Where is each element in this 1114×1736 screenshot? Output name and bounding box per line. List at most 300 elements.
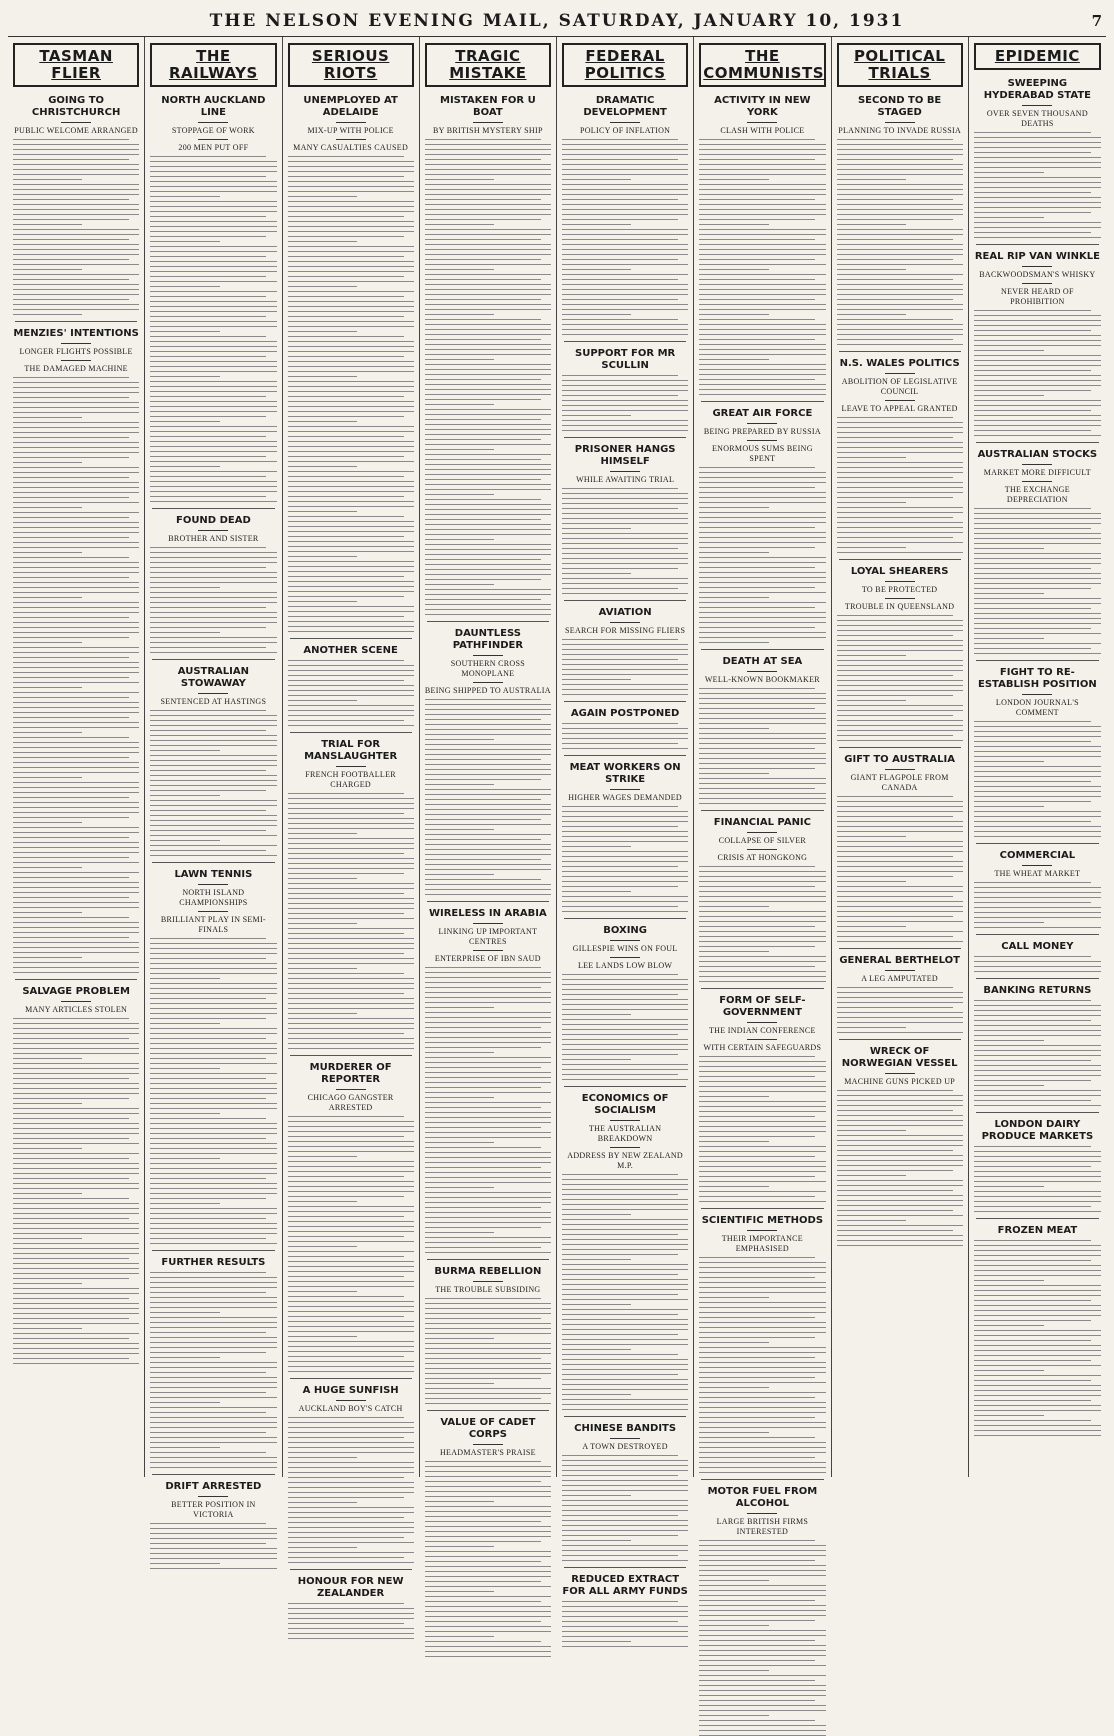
head-rule xyxy=(610,940,640,941)
text-line xyxy=(699,708,815,709)
text-line xyxy=(699,1575,825,1576)
text-line xyxy=(425,1378,541,1379)
text-line xyxy=(13,492,139,493)
text-line xyxy=(837,856,953,857)
article-body xyxy=(150,1523,276,1569)
text-line xyxy=(699,229,825,230)
text-line xyxy=(288,1447,414,1448)
text-line xyxy=(837,1175,906,1176)
text-line xyxy=(974,1005,1101,1006)
text-line xyxy=(837,1095,963,1096)
text-line xyxy=(974,142,1101,143)
text-line xyxy=(288,356,404,357)
text-line xyxy=(837,239,953,240)
text-line xyxy=(974,1295,1101,1296)
text-line xyxy=(699,1362,825,1363)
text-line xyxy=(974,907,1101,908)
text-line xyxy=(562,239,678,240)
text-line xyxy=(837,997,963,998)
text-line xyxy=(837,1105,963,1106)
text-line xyxy=(150,552,276,553)
text-line xyxy=(288,1512,414,1513)
text-line xyxy=(699,1615,825,1616)
text-line xyxy=(288,471,414,472)
text-line xyxy=(288,1211,414,1212)
text-line xyxy=(425,1403,551,1404)
text-line xyxy=(13,1108,139,1109)
text-line xyxy=(837,492,963,493)
text-line xyxy=(837,896,953,897)
text-line xyxy=(699,547,815,548)
text-line xyxy=(13,244,139,245)
text-line xyxy=(150,451,276,452)
text-line xyxy=(699,527,815,528)
head-rule xyxy=(61,343,91,344)
article-body xyxy=(699,1257,825,1473)
article-headline: FURTHER RESULTS xyxy=(161,1257,266,1268)
text-line xyxy=(425,804,551,805)
text-line xyxy=(150,1287,276,1288)
text-line xyxy=(288,953,404,954)
text-line xyxy=(425,1591,494,1592)
text-line xyxy=(425,1383,494,1384)
text-line xyxy=(974,751,1101,752)
text-line xyxy=(13,1363,139,1364)
text-line xyxy=(837,1185,963,1186)
text-line xyxy=(150,572,276,573)
text-line xyxy=(562,314,631,315)
text-line xyxy=(425,1087,541,1088)
text-line xyxy=(150,1103,276,1104)
text-line xyxy=(425,1027,541,1028)
text-line xyxy=(562,1309,688,1310)
text-line xyxy=(13,179,82,180)
text-line xyxy=(150,587,219,588)
text-line xyxy=(699,1332,825,1333)
text-line xyxy=(150,953,276,954)
text-line xyxy=(13,542,139,543)
text-line xyxy=(288,1171,414,1172)
text-line xyxy=(425,299,541,300)
text-line xyxy=(562,1555,678,1556)
article-separator xyxy=(976,934,1099,935)
text-line xyxy=(837,1155,963,1156)
text-line xyxy=(425,1222,551,1223)
text-line xyxy=(150,1098,266,1099)
text-line xyxy=(425,449,494,450)
text-line xyxy=(699,1191,825,1192)
text-line xyxy=(562,1394,631,1395)
text-line xyxy=(288,166,414,167)
article-subhead: HIGHER WAGES DEMANDED xyxy=(568,793,682,802)
text-line xyxy=(150,1208,276,1209)
text-line xyxy=(13,432,139,433)
text-line xyxy=(562,1535,678,1536)
article xyxy=(288,1385,414,1563)
text-line xyxy=(974,1085,1044,1086)
text-line xyxy=(13,497,129,498)
article-body xyxy=(837,615,963,741)
text-line xyxy=(150,1402,219,1403)
text-line xyxy=(13,872,139,873)
article-separator xyxy=(564,341,686,342)
text-line xyxy=(837,851,963,852)
text-line xyxy=(150,978,219,979)
text-line xyxy=(288,1331,414,1332)
text-line xyxy=(13,279,129,280)
text-line xyxy=(699,748,815,749)
text-line xyxy=(425,459,541,460)
text-line xyxy=(699,1610,825,1611)
text-line xyxy=(562,558,688,559)
text-line xyxy=(13,264,139,265)
text-line xyxy=(699,881,825,882)
head-rule xyxy=(885,598,915,599)
text-line xyxy=(425,972,551,973)
text-line xyxy=(13,1303,139,1304)
text-line xyxy=(699,329,825,330)
text-line xyxy=(13,149,139,150)
article-body xyxy=(288,660,414,726)
text-line xyxy=(562,1646,688,1647)
text-line xyxy=(562,405,688,406)
text-line xyxy=(699,284,825,285)
text-line xyxy=(150,855,276,856)
text-line xyxy=(699,1540,815,1541)
text-line xyxy=(150,1113,219,1114)
text-line xyxy=(974,1090,1101,1091)
text-line xyxy=(425,514,551,515)
text-line xyxy=(13,637,129,638)
text-line xyxy=(562,488,678,489)
text-line xyxy=(288,1628,414,1629)
article-subhead: NEVER HEARD OF PROHIBITION xyxy=(1001,287,1074,306)
text-line xyxy=(150,371,276,372)
text-line xyxy=(425,1142,494,1143)
text-line xyxy=(150,501,276,502)
text-line xyxy=(13,1198,129,1199)
article-subhead: WITH CERTAIN SAFEGUARDS xyxy=(703,1043,822,1052)
article-separator xyxy=(427,1259,549,1260)
text-line xyxy=(562,1631,688,1632)
text-line xyxy=(562,1329,688,1330)
text-line xyxy=(699,477,825,478)
text-line xyxy=(562,1399,688,1400)
text-line xyxy=(699,184,825,185)
text-line xyxy=(13,169,139,170)
text-line xyxy=(974,1335,1101,1336)
text-line xyxy=(974,821,1091,822)
text-line xyxy=(699,1317,815,1318)
article-separator xyxy=(976,978,1099,979)
head-rule xyxy=(885,373,915,374)
head-rule xyxy=(61,360,91,361)
text-line xyxy=(425,1247,541,1248)
text-line xyxy=(288,496,404,497)
text-line xyxy=(699,517,825,518)
text-line xyxy=(425,419,541,420)
text-line xyxy=(288,296,404,297)
news-column xyxy=(694,37,831,1536)
text-line xyxy=(425,1596,551,1597)
text-line xyxy=(13,537,129,538)
text-line xyxy=(288,371,414,372)
text-line xyxy=(974,653,1101,654)
text-line xyxy=(837,487,963,488)
text-line xyxy=(562,583,688,584)
text-line xyxy=(562,149,688,150)
text-line xyxy=(974,1211,1101,1212)
text-line xyxy=(699,194,825,195)
text-line xyxy=(837,1007,953,1008)
text-line xyxy=(562,1621,678,1622)
article-subhead: BY BRITISH MYSTERY SHIP xyxy=(433,126,543,135)
text-line xyxy=(699,1056,815,1057)
text-line xyxy=(974,355,1101,356)
text-line xyxy=(288,1623,404,1624)
text-line xyxy=(425,1521,541,1522)
text-line xyxy=(425,159,541,160)
text-line xyxy=(13,762,139,763)
text-line xyxy=(13,1133,139,1134)
text-line xyxy=(288,291,414,292)
text-line xyxy=(974,1245,1101,1246)
text-line xyxy=(699,1545,825,1546)
text-line xyxy=(288,710,414,711)
text-line xyxy=(562,1244,688,1245)
text-line xyxy=(837,866,963,867)
text-line xyxy=(13,842,139,843)
text-line xyxy=(699,1565,825,1566)
text-line xyxy=(288,271,414,272)
text-line xyxy=(562,1364,688,1365)
text-line xyxy=(150,226,276,227)
text-line xyxy=(150,745,276,746)
text-line xyxy=(699,239,815,240)
text-line xyxy=(13,174,139,175)
article-separator xyxy=(976,442,1099,443)
text-line xyxy=(13,184,139,185)
article-subhead: POLICY OF INFLATION xyxy=(579,126,671,135)
text-line xyxy=(425,269,494,270)
text-line xyxy=(837,547,906,548)
text-line xyxy=(699,632,825,633)
text-line xyxy=(699,1600,815,1601)
article xyxy=(288,1576,414,1639)
text-line xyxy=(974,588,1091,589)
article-subhead: SOUTHERN CROSS MONOPLANE xyxy=(450,659,525,678)
article-headline: AVIATION xyxy=(598,607,652,618)
text-line xyxy=(837,194,963,195)
text-line xyxy=(425,1212,551,1213)
text-line xyxy=(425,1152,551,1153)
text-line xyxy=(288,546,414,547)
text-line xyxy=(974,435,1101,436)
text-line xyxy=(13,457,129,458)
text-line xyxy=(288,341,414,342)
text-line xyxy=(699,1427,825,1428)
text-line xyxy=(150,850,266,851)
text-line xyxy=(425,1232,494,1233)
columns xyxy=(8,37,1106,1599)
text-line xyxy=(974,741,1091,742)
text-line xyxy=(699,1402,825,1403)
text-line xyxy=(699,214,825,215)
text-line xyxy=(288,1326,414,1327)
text-line xyxy=(699,502,825,503)
text-line xyxy=(288,1437,404,1438)
text-line xyxy=(425,209,551,210)
text-line xyxy=(425,144,551,145)
text-line xyxy=(699,1201,825,1202)
text-line xyxy=(425,1117,551,1118)
text-line xyxy=(699,788,815,789)
text-line xyxy=(837,294,963,295)
text-line xyxy=(562,1314,678,1315)
text-line xyxy=(288,1191,414,1192)
article-subhead: COLLAPSE OF SILVER xyxy=(718,836,807,845)
text-line xyxy=(425,799,541,800)
text-line xyxy=(974,400,1101,401)
article-body xyxy=(425,1298,551,1404)
article-separator xyxy=(839,948,961,949)
text-line xyxy=(837,1200,963,1201)
article xyxy=(974,1119,1101,1212)
text-line xyxy=(150,1028,276,1029)
text-line xyxy=(150,301,276,302)
article-subhead: THE AUSTRALIAN BREAKDOWN xyxy=(588,1124,662,1143)
text-line xyxy=(562,194,688,195)
text-line xyxy=(13,912,82,913)
text-line xyxy=(562,299,678,300)
text-line xyxy=(699,289,825,290)
article-headline: FIGHT TO RE-ESTABLISH POSITION xyxy=(978,667,1097,690)
text-line xyxy=(425,844,551,845)
text-line xyxy=(425,1062,551,1063)
text-line xyxy=(288,1613,414,1614)
text-line xyxy=(562,649,688,650)
text-line xyxy=(13,1353,139,1354)
text-line xyxy=(425,534,551,535)
text-line xyxy=(974,182,1101,183)
text-line xyxy=(699,1447,825,1448)
text-line xyxy=(150,765,276,766)
text-line xyxy=(288,1371,414,1372)
text-line xyxy=(562,593,688,594)
text-line xyxy=(974,811,1101,812)
text-line xyxy=(562,400,688,401)
text-line xyxy=(425,1007,494,1008)
text-line xyxy=(699,1166,825,1167)
text-line xyxy=(837,926,906,927)
text-line xyxy=(699,1685,825,1686)
text-line xyxy=(562,856,688,857)
article-body xyxy=(699,467,825,643)
text-line xyxy=(837,422,963,423)
article xyxy=(699,995,825,1202)
text-line xyxy=(562,169,688,170)
article-body xyxy=(562,974,688,1080)
text-line xyxy=(425,1646,551,1647)
text-line xyxy=(425,704,551,705)
text-line xyxy=(974,956,1091,957)
text-line xyxy=(562,1470,688,1471)
text-line xyxy=(288,988,414,989)
text-line xyxy=(13,932,139,933)
text-line xyxy=(13,219,129,220)
text-line xyxy=(699,219,815,220)
text-line xyxy=(13,812,139,813)
text-line xyxy=(150,775,276,776)
text-line xyxy=(974,826,1101,827)
text-line xyxy=(288,196,357,197)
text-line xyxy=(837,1230,953,1231)
text-line xyxy=(699,1061,825,1062)
text-line xyxy=(13,672,139,673)
text-line xyxy=(150,557,276,558)
text-line xyxy=(425,769,551,770)
text-line xyxy=(974,157,1101,158)
text-line xyxy=(150,1427,276,1428)
article xyxy=(837,754,963,942)
text-line xyxy=(837,209,963,210)
article-subhead: BETTER POSITION IN VICTORIA xyxy=(171,1500,256,1519)
article-body xyxy=(699,866,825,982)
text-line xyxy=(837,836,906,837)
text-line xyxy=(288,331,357,332)
text-line xyxy=(699,199,815,200)
text-line xyxy=(974,816,1101,817)
text-line xyxy=(288,1013,357,1014)
text-line xyxy=(150,1233,276,1234)
text-line xyxy=(288,848,414,849)
text-line xyxy=(150,637,276,638)
text-line xyxy=(150,446,276,447)
text-line xyxy=(699,1452,825,1453)
text-line xyxy=(425,1501,494,1502)
head-rule xyxy=(198,693,228,694)
text-line xyxy=(425,997,551,998)
text-line xyxy=(425,1491,551,1492)
text-line xyxy=(425,1082,551,1083)
text-line xyxy=(150,1083,276,1084)
text-line xyxy=(699,871,825,872)
text-line xyxy=(974,1156,1101,1157)
text-line xyxy=(562,1465,688,1466)
text-line xyxy=(288,665,414,666)
text-line xyxy=(13,897,129,898)
article xyxy=(288,1062,414,1372)
text-line xyxy=(150,592,276,593)
text-line xyxy=(13,822,82,823)
text-line xyxy=(837,149,963,150)
text-line xyxy=(699,602,825,603)
article-separator xyxy=(152,1474,274,1475)
text-line xyxy=(288,261,414,262)
text-line xyxy=(974,1035,1101,1036)
text-line xyxy=(562,1044,688,1045)
text-line xyxy=(13,757,129,758)
text-line xyxy=(562,174,688,175)
text-line xyxy=(974,533,1101,534)
article-body xyxy=(699,139,825,395)
text-line xyxy=(13,1058,82,1059)
article xyxy=(425,1417,551,1657)
text-line xyxy=(562,1209,688,1210)
text-line xyxy=(425,739,494,740)
text-line xyxy=(425,359,494,360)
head-rule xyxy=(198,122,228,123)
